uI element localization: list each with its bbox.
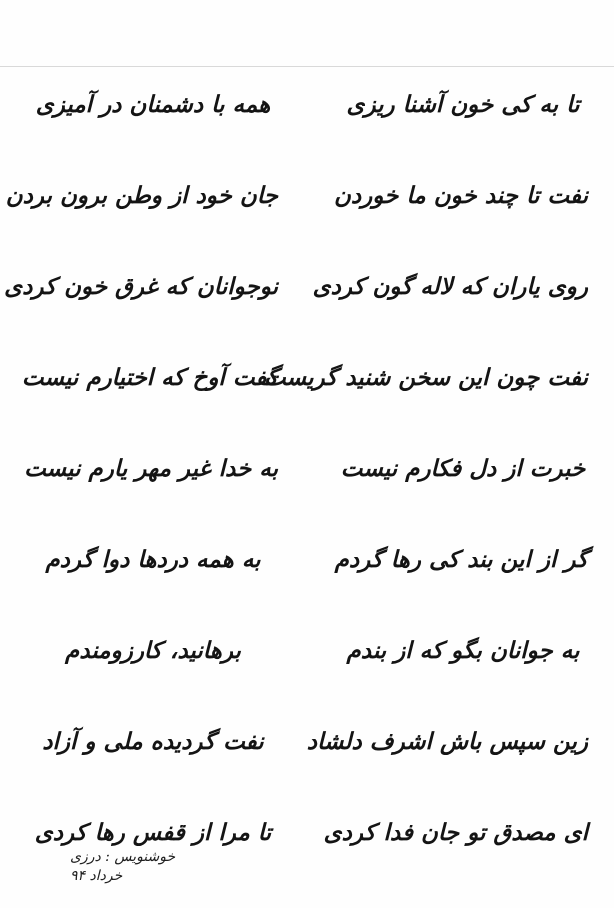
hemistich-left: نفت گردیده ملی و آزاد — [42, 728, 264, 755]
calligrapher-name: خوشنویس : درزی — [70, 849, 176, 865]
hemistich-right: ای مصدق تو جان فدا کردی — [323, 819, 588, 846]
couplet-5 — [24, 424, 588, 515]
calligrapher-signature — [70, 848, 200, 886]
hemistich-left: به خدا غیر مهر یارم نیست — [24, 455, 278, 482]
hemistich-right: نفت تا چند خون ما خوردن — [334, 182, 588, 209]
hemistich-right: روی یاران که لاله گون کردی — [312, 273, 588, 300]
hemistich-left: گفت آوخ که اختیارم نیست — [21, 364, 278, 391]
hemistich-right: گر از این بند کی رها گردم — [334, 546, 588, 573]
hemistich-left: به همه دردها دوا گردم — [45, 546, 261, 573]
hemistich-right: خبرت از دل فکارم نیست — [340, 455, 586, 482]
hemistich-right: به جوانان بگو که از بندم — [346, 637, 580, 664]
hemistich-right: نفت چون این سخن شنید گریست — [264, 364, 588, 391]
hemistich-left: نوجوانان که غرق خون کردی — [4, 273, 278, 300]
hemistich-left: جان خود از وطن برون بردن — [5, 182, 278, 209]
hemistich-left: تا مرا از قفس رها کردی — [34, 819, 272, 846]
couplet-3 — [4, 242, 588, 333]
couplet-6 — [28, 515, 588, 606]
couplet-7 — [28, 606, 588, 697]
hemistich-left: برهانید، کارزومندم — [65, 637, 241, 664]
couplet-8 — [28, 697, 588, 788]
hemistich-right: زین سپس باش اشرف دلشاد — [306, 728, 588, 755]
hemistich-left: همه با دشمنان در آمیزی — [35, 91, 271, 118]
signature-date: خرداد ۹۴ — [70, 868, 123, 884]
poem — [4, 60, 588, 879]
couplet-4 — [21, 333, 588, 424]
couplet-2 — [5, 151, 588, 242]
couplet-1 — [28, 60, 588, 151]
hemistich-right: تا به کی خون آشنا ریزی — [346, 91, 580, 118]
